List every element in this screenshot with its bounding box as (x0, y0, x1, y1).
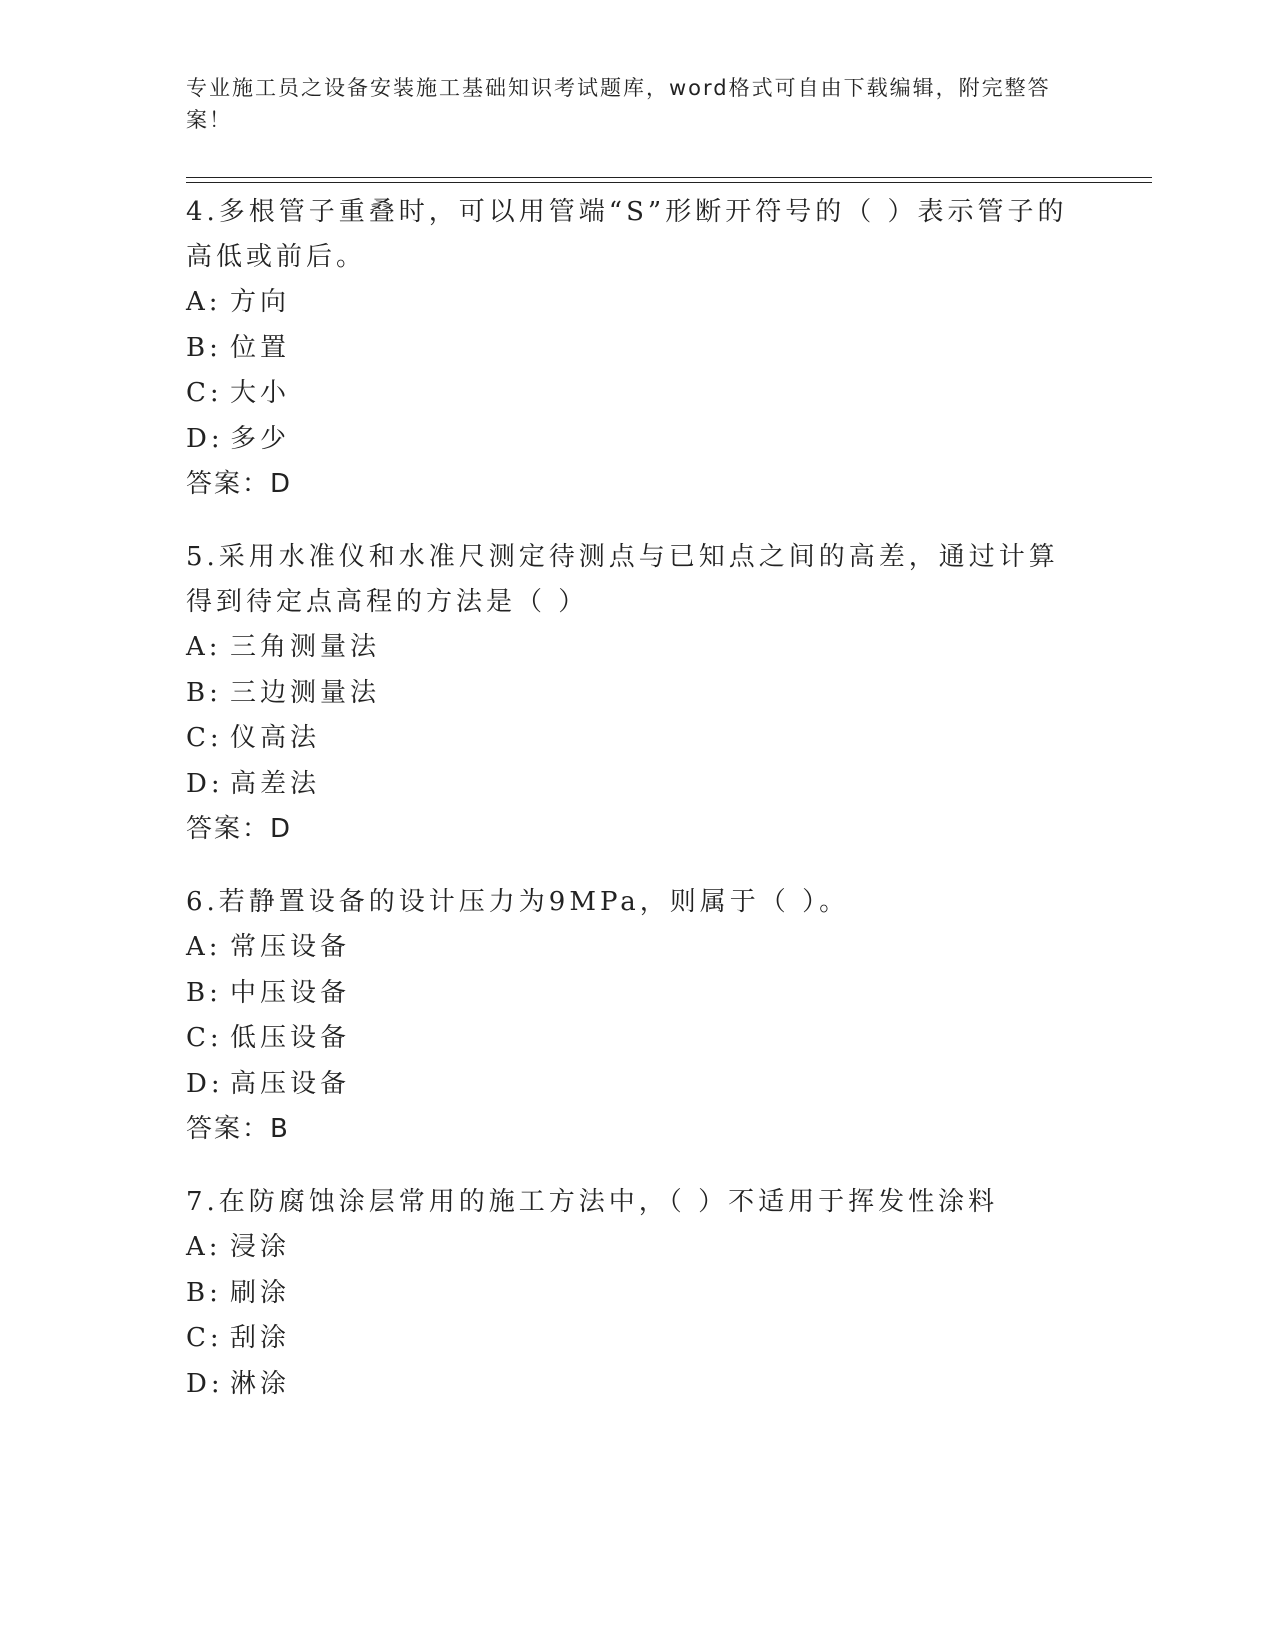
option-d (186, 417, 1086, 463)
option-letter: B: (186, 677, 222, 708)
option-text: 大小 (230, 378, 291, 408)
option-text: 刷涂 (230, 1277, 291, 1308)
answer-line: 答案：D (186, 814, 293, 844)
option-letter: D: (186, 768, 224, 799)
option-c (186, 371, 1086, 417)
question-4 (186, 190, 1086, 507)
question-stem: 4.多根管子重叠时，可以用管端“S”形断开符号的（ ）表示管子的高低或前后。 (186, 197, 1068, 272)
option-letter: C: (186, 1323, 223, 1353)
option-letter: C: (186, 1023, 223, 1053)
option-letter: C: (186, 378, 223, 408)
option-b (186, 671, 1086, 717)
option-text: 高差法 (230, 768, 321, 799)
option-letter: B: (186, 332, 222, 363)
option-text: 高压设备 (230, 1068, 351, 1099)
document-header: 专业施工员之设备安装施工基础知识考试题库，word格式可自由下载编辑，附完整答案！ (186, 76, 1051, 132)
option-text: 三边测量法 (230, 677, 381, 708)
question-6 (186, 880, 1086, 1152)
answer-line: 答案：D (186, 469, 293, 499)
option-text: 常压设备 (230, 932, 351, 962)
option-text: 浸涂 (230, 1232, 291, 1262)
option-b (186, 1271, 1086, 1317)
option-a (186, 1225, 1086, 1271)
option-text: 位置 (230, 332, 291, 363)
option-letter: B: (186, 1277, 222, 1308)
option-text: 刮涂 (230, 1323, 291, 1353)
option-text: 三角测量法 (230, 632, 381, 662)
option-b (186, 326, 1086, 372)
question-stem: 5.采用水准仪和水准尺测定待测点与已知点之间的高差，通过计算得到待定点高程的方法是（ ） (186, 542, 1059, 617)
option-b (186, 971, 1086, 1017)
option-letter: B: (186, 977, 222, 1008)
option-letter: A: (186, 632, 222, 662)
option-letter: A: (186, 932, 222, 962)
question-list (186, 190, 1086, 1435)
option-d (186, 762, 1086, 808)
question-7 (186, 1180, 1086, 1407)
option-letter: A: (186, 287, 222, 317)
option-d (186, 1062, 1086, 1108)
option-letter: C: (186, 723, 223, 753)
option-c (186, 1316, 1086, 1362)
option-text: 方向 (230, 287, 291, 317)
option-letter: A: (186, 1232, 222, 1262)
option-letter: D: (186, 1368, 224, 1399)
option-a (186, 280, 1086, 326)
option-letter: D: (186, 423, 224, 454)
header-divider-top (186, 177, 1152, 178)
option-a (186, 925, 1086, 971)
question-stem: 6.若静置设备的设计压力为9MPa，则属于（ ）。 (186, 887, 850, 917)
option-d (186, 1362, 1086, 1408)
header-divider-bottom (186, 182, 1152, 183)
option-letter: D: (186, 1068, 224, 1099)
option-c (186, 716, 1086, 762)
answer-line: 答案：B (186, 1114, 290, 1144)
option-text: 低压设备 (230, 1023, 351, 1053)
question-5 (186, 535, 1086, 852)
option-a (186, 625, 1086, 671)
option-text: 仪高法 (230, 723, 321, 753)
option-c (186, 1016, 1086, 1062)
question-stem: 7.在防腐蚀涂层常用的施工方法中，（ ）不适用于挥发性涂料 (186, 1187, 999, 1217)
option-text: 中压设备 (230, 977, 351, 1008)
option-text: 淋涂 (230, 1368, 291, 1399)
option-text: 多少 (230, 423, 291, 454)
